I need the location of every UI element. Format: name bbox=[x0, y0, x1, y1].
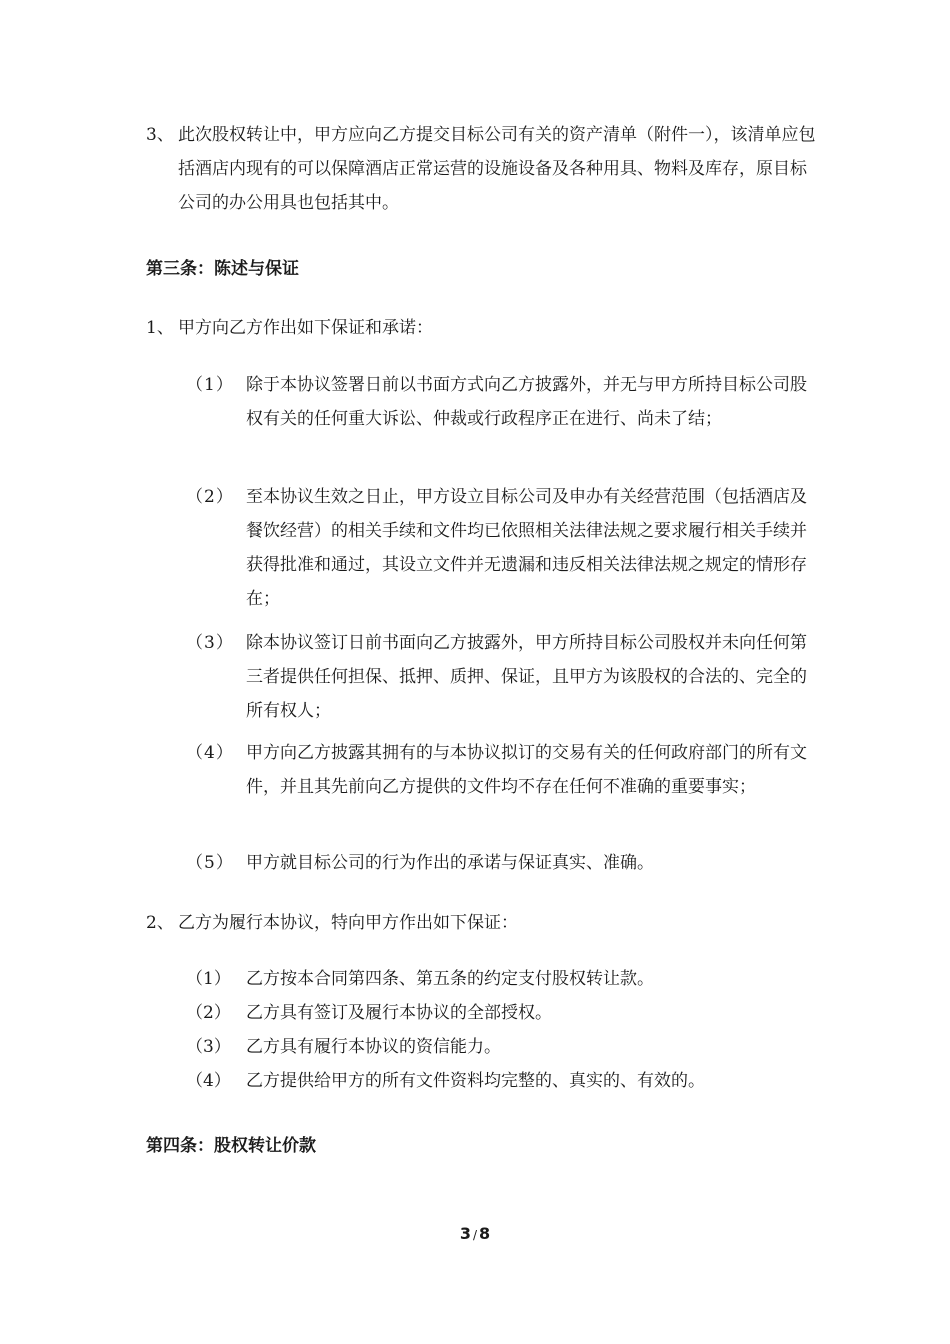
sub-item-text: 甲方就目标公司的行为作出的承诺与保证真实、准确。 bbox=[246, 853, 654, 873]
list-item-text: 乙方具有履行本协议的资信能力。 bbox=[246, 1037, 501, 1057]
list-item-number: （2） bbox=[186, 1003, 231, 1023]
list-item bbox=[186, 996, 816, 1030]
clause-number: 3、 bbox=[146, 125, 174, 145]
article-3-para-1 bbox=[146, 311, 816, 345]
article-3-heading: 第三条：陈述与保证 bbox=[146, 259, 299, 279]
page-separator: / bbox=[472, 1228, 478, 1242]
list-item-text: 乙方具有签订及履行本协议的全部授权。 bbox=[246, 1003, 552, 1023]
list-item-text: 乙方提供给甲方的所有文件资料均完整的、真实的、有效的。 bbox=[246, 1071, 705, 1091]
clause-text: 此次股权转让中，甲方应向乙方提交目标公司有关的资产清单（附件一），该清单应包括酒店内现有的可以保障酒店正常运营的设施设备及各种用具、物料及库存，原目标公司的办公用具也包括其中。 bbox=[178, 125, 816, 213]
para-text: 甲方向乙方作出如下保证和承诺： bbox=[178, 318, 433, 338]
sub-item-text: 至本协议生效之日止，甲方设立目标公司及申办有关经营范围（包括酒店及餐饮经营）的相关手续和文件均已依照相关法律法规之要求履行相关手续并获得批准和通过，其设立文件并无遗漏和违反相关法律法规之规定的情形存在； bbox=[246, 487, 807, 609]
list-item-number: （1） bbox=[186, 969, 231, 989]
para-text: 乙方为履行本协议，特向甲方作出如下保证： bbox=[178, 913, 518, 933]
sub-item-number: （1） bbox=[186, 375, 234, 395]
sub-item bbox=[186, 846, 816, 880]
sub-item-text: 甲方向乙方披露其拥有的与本协议拟订的交易有关的任何政府部门的所有文件，并且其先前向乙方提供的文件均不存在任何不准确的重要事实； bbox=[246, 743, 807, 797]
sub-item-text: 除于本协议签署日前以书面方式向乙方披露外，并无与甲方所持目标公司股权有关的任何重大诉讼、仲裁或行政程序正在进行、尚未了结； bbox=[246, 375, 807, 429]
sub-item-number: （3） bbox=[186, 633, 234, 653]
article-4-heading: 第四条：股权转让价款 bbox=[146, 1136, 316, 1156]
list-item bbox=[186, 962, 816, 996]
list-item bbox=[186, 1030, 816, 1064]
para-number: 2、 bbox=[146, 913, 174, 933]
clause-3 bbox=[146, 118, 816, 220]
article-3-para-2 bbox=[146, 906, 816, 940]
sub-item bbox=[186, 368, 816, 436]
sub-item bbox=[186, 626, 816, 728]
total-pages: 8 bbox=[479, 1224, 491, 1243]
current-page: 3 bbox=[459, 1224, 471, 1243]
guarantee-list bbox=[186, 962, 816, 1098]
sub-item-number: （4） bbox=[186, 743, 234, 763]
sub-item-number: （5） bbox=[186, 853, 234, 873]
para-number: 1、 bbox=[146, 318, 174, 338]
sub-item-number: （2） bbox=[186, 487, 234, 507]
list-item-text: 乙方按本合同第四条、第五条的约定支付股权转让款。 bbox=[246, 969, 654, 989]
sub-item bbox=[186, 480, 816, 616]
list-item-number: （4） bbox=[186, 1071, 231, 1091]
sub-item-text: 除本协议签订日前书面向乙方披露外，甲方所持目标公司股权并未向任何第三者提供任何担保、抵押、质押、保证，且甲方为该股权的合法的、完全的所有权人； bbox=[246, 633, 807, 721]
page-number-footer bbox=[0, 1224, 950, 1243]
list-item-number: （3） bbox=[186, 1037, 231, 1057]
list-item bbox=[186, 1064, 816, 1098]
sub-item bbox=[186, 736, 816, 804]
